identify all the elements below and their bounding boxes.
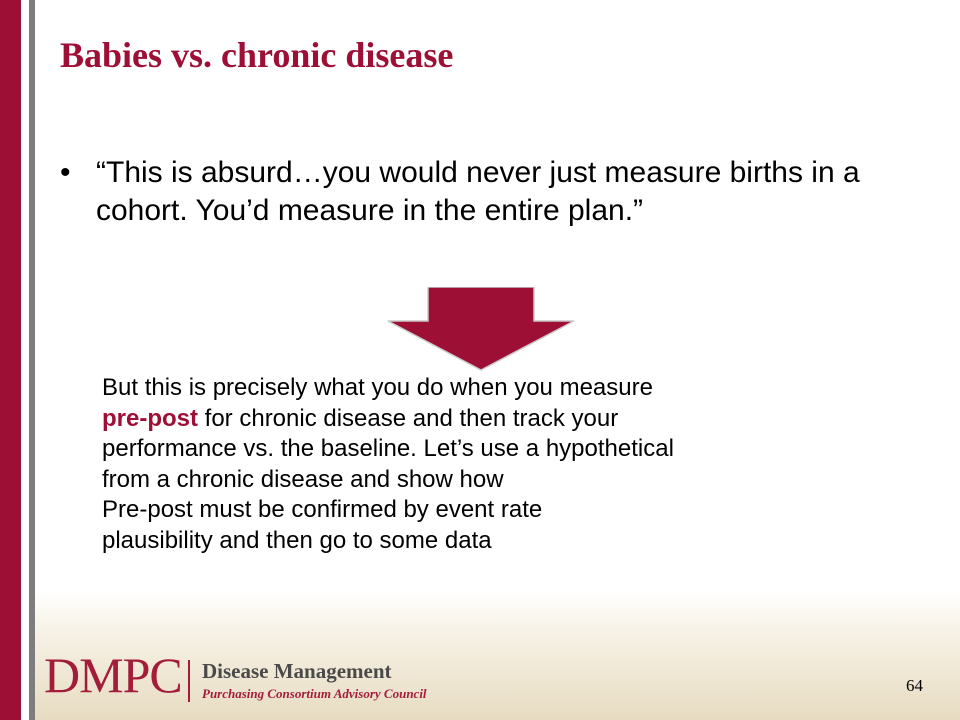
body-line-5: Pre-post must be confirmed by event rate	[102, 496, 543, 523]
bullet-text: “This is absurd…you would never just measure births in a cohort. You’d measure in the entire plan.”	[96, 156, 860, 227]
body-paragraph	[102, 373, 892, 556]
dmpc-logo: DMPC	[44, 647, 182, 703]
down-arrow-icon	[386, 287, 576, 371]
page-number: 64	[906, 676, 923, 695]
pre-post-emphasis: pre-post	[102, 404, 198, 432]
body-line-3: performance vs. the baseline. Let’s use a hypothetical	[102, 435, 674, 462]
slide-title: Babies vs. chronic disease	[60, 35, 454, 75]
org-name-line1: Disease Management	[202, 659, 392, 683]
bullet-dot-icon: •	[60, 156, 71, 189]
body-line-1: But this is precisely what you do when you measure	[102, 374, 653, 401]
body-line-2-rest: for chronic disease and then track your	[198, 404, 619, 432]
body-line-2	[102, 404, 892, 435]
left-accent-bar	[0, 0, 21, 720]
left-bar-gap	[21, 0, 29, 720]
org-name-line2: Purchasing Consortium Advisory Council	[202, 686, 427, 701]
body-line-6: plausibility and then go to some data	[102, 526, 492, 554]
body-line-4: from a chronic disease and show how	[102, 465, 504, 493]
logo-divider	[188, 660, 190, 702]
